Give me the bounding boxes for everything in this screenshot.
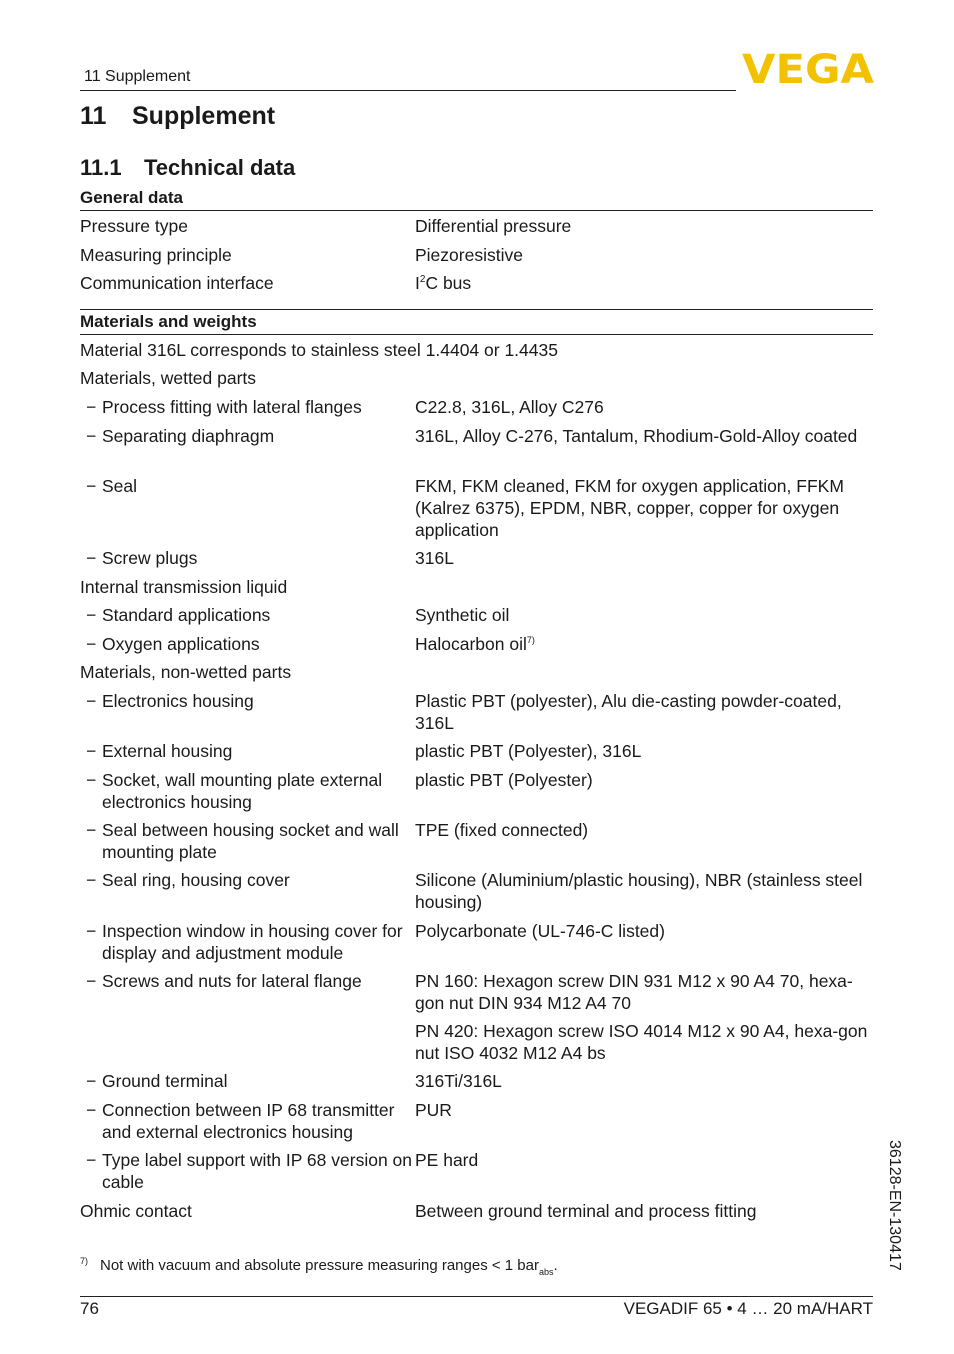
row-value: Between ground terminal and process fitting xyxy=(415,1201,757,1221)
document-title: VEGADIF 65 • 4 … 20 mA/HART xyxy=(623,1299,873,1318)
row-value: Polycarbonate (UL-746-C listed) xyxy=(415,921,665,941)
row-value: plastic PBT (Polyester) xyxy=(415,770,593,790)
row-label: Ohmic contact xyxy=(80,1201,192,1221)
section-heading xyxy=(80,155,295,181)
document-code: 36128-EN-130417 xyxy=(886,1140,903,1271)
row-value: C22.8, 316L, Alloy C276 xyxy=(415,397,604,417)
row-label: Pressure type xyxy=(80,216,188,236)
row-label: Connection between IP 68 transmitter and external electronics housing xyxy=(102,1100,395,1142)
chapter-number: 11 xyxy=(80,102,107,130)
row-value: 316Ti/316L xyxy=(415,1071,502,1091)
row-label: Separating diaphragm xyxy=(102,426,275,446)
row-label: Type label support with IP 68 version on cable xyxy=(102,1150,413,1192)
row-label: Standard applications xyxy=(102,605,271,625)
row-value: Plastic PBT (polyester), Alu die-casting powder-coated, 316L xyxy=(415,691,842,733)
section-number: 11.1 xyxy=(80,155,122,180)
materials-title: Materials and weights xyxy=(80,312,873,335)
row-label: Communication interface xyxy=(80,273,274,293)
footer-rule xyxy=(80,1296,873,1297)
row-label: Seal xyxy=(102,476,138,496)
general-data-title: General data xyxy=(80,188,873,211)
footnote-sub: abs xyxy=(539,1267,554,1277)
row-label: Socket, wall mounting plate external electronics housing xyxy=(102,770,383,812)
chapter-heading xyxy=(80,102,275,131)
row-value: FKM, FKM cleaned, FKM for oxygen application, FFKM (Kalrez 6375), EPDM, NBR, copper, copper for oxygen application xyxy=(415,476,844,540)
row-label: Measuring principle xyxy=(80,245,232,265)
row-label: External housing xyxy=(102,741,233,761)
footnote: 7) Not with vacuum and absolute pressure measuring ranges < 1 bar$_{abs}$. xyxy=(80,1256,558,1277)
row-value: plastic PBT (Polyester), 316L xyxy=(415,741,642,761)
row-label: Process fitting with lateral flanges xyxy=(102,397,362,417)
row-value: Halocarbon oil$^{7)}$ xyxy=(415,634,535,654)
row-label: Oxygen applications xyxy=(102,634,260,654)
row-value: Differential pressure xyxy=(415,216,572,236)
row-value: TPE (fixed connected) xyxy=(415,820,589,840)
row-value: Silicone (Aluminium/plastic housing), NBR (stainless steel housing) xyxy=(415,870,863,912)
footnote-text: Not with vacuum and absolute pressure measuring ranges < 1 bar xyxy=(100,1257,539,1274)
row-label: Seal ring, housing cover xyxy=(102,870,290,890)
group-rule xyxy=(80,309,873,310)
row-value: PN 160: Hexagon screw DIN 931 M12 x 90 A4 70, hexa-gon nut DIN 934 M12 A4 70 xyxy=(415,971,853,1013)
row-value: Synthetic oil xyxy=(415,605,510,625)
chapter-title: Supplement xyxy=(132,102,276,130)
section-title: Technical data xyxy=(144,155,296,180)
row-label: Ground terminal xyxy=(102,1071,228,1091)
row-label: Electronics housing xyxy=(102,691,254,711)
header-rule xyxy=(80,90,736,91)
row-label: Screws and nuts for lateral flange xyxy=(102,971,362,991)
row-value: $I^2C$ bus xyxy=(415,273,472,293)
row-label: Screw plugs xyxy=(102,548,198,568)
row-value: Piezoresistive xyxy=(415,245,523,265)
row-value: 316L, Alloy C-276, Tantalum, Rhodium-Gold-Alloy coated xyxy=(415,426,858,446)
page-number: 76 xyxy=(80,1299,99,1318)
running-header: 11 Supplement xyxy=(84,68,191,85)
row-label: Inspection window in housing cover for display and adjustment module xyxy=(102,921,403,963)
logo-text: VEGA xyxy=(742,52,874,84)
row-value: PE hard xyxy=(415,1150,479,1170)
row-value: PN 420: Hexagon screw ISO 4014 M12 x 90 A4, hexa-gon nut ISO 4032 M12 A4 bs xyxy=(415,1021,868,1063)
footnote-mark: 7) xyxy=(80,1256,89,1266)
row-label: Seal between housing socket and wall mounting plate xyxy=(102,820,399,862)
footnote-ref: 7) xyxy=(526,635,535,645)
vega-logo xyxy=(742,52,874,84)
row-value: 316L xyxy=(415,548,454,568)
row-value: PUR xyxy=(415,1100,452,1120)
